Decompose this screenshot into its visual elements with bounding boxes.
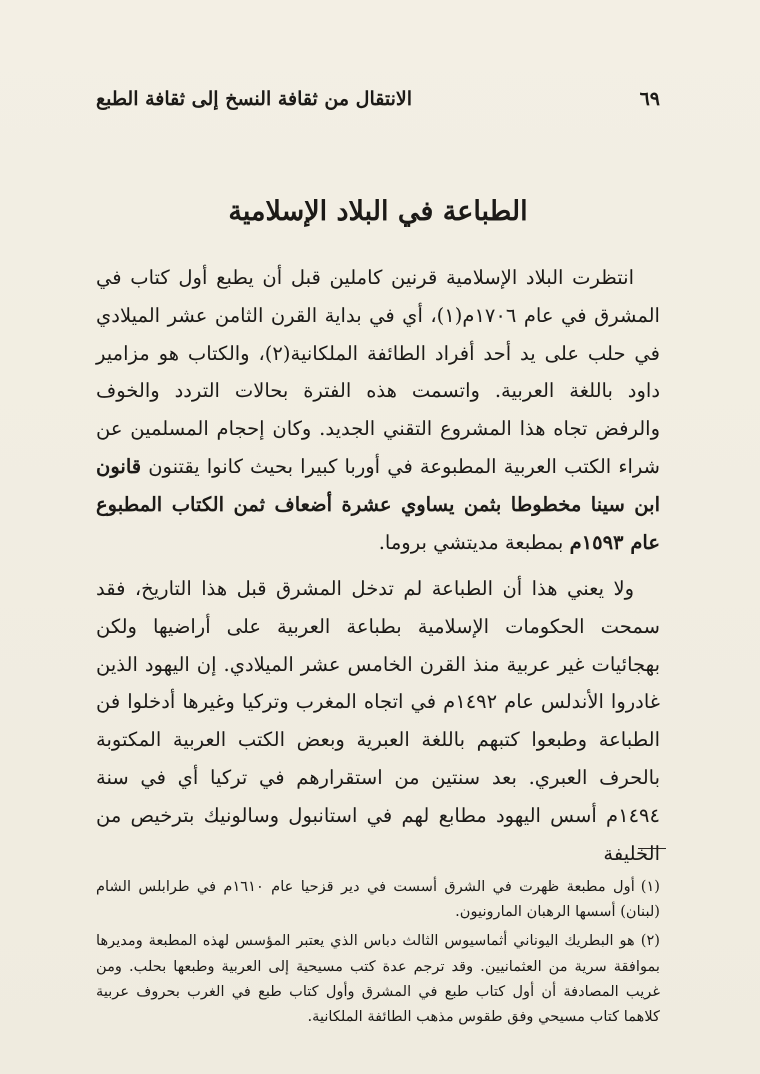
page-number: ٦٩ <box>639 88 660 110</box>
paragraph-1 <box>96 259 660 561</box>
footnote-2-text: هو البطريك اليوناني أثماسيوس الثالث دباس الذي يعتبر المؤسس لهذه المطبعة ومديرها بموافقة سرية من العثمانيين. وقد ترجم عدة كتب مسيحية إلى العربية وطبعها بحلب. ومن غريب المصادفة أن أول كتاب طبع في المشرق وأول كتاب طبع في الغرب بحروف عربية كلاهما كتاب مسيحي وفق طقوس مذهب الطائفة الملكانية. <box>96 932 660 1026</box>
paragraph-1-line-5: إحجام المسلمين عن شراء الكتب العربية المطبوعة في أوربا كبيرا بحيث كانوا يقتنون <box>96 417 660 478</box>
paragraph-2-line-6: سنة ١٤٩٤م أسس اليهود مطابع لهم في استانبول وسالونيك بترخيص من الخليفة <box>96 765 660 865</box>
paragraph-1-line-6: قانون ابن سينا مخطوطا بثمن يساوي عشرة أضعاف ثمن الكتاب المطبوع عام ١٥٩٣م <box>96 454 660 554</box>
paragraph-1-line-7: بمطبعة مديتشي بروما. <box>378 530 564 554</box>
paragraph-1-line-3: أحد أفراد الطائفة الملكانية(٢)، والكتاب هو مزامير داود باللغة العربية. واتسمت <box>96 341 660 403</box>
running-header <box>96 88 660 110</box>
section-title: الطباعة في البلاد الإسلامية <box>228 196 528 227</box>
footnote-1-text: أول مطبعة ظهرت في الشرق أسست في دير قزحيا عام ١٦١٠م في طرابلس الشام (لبنان) أسسها الرهبان المارونيون. <box>96 878 660 921</box>
footnote-1-marker: (١) <box>640 878 660 895</box>
paragraph-2-line-5: الكتب العربية المكتوبة بالحرف العبري. بعد سنتين من استقرارهم في تركيا أي في <box>96 728 661 789</box>
running-title: الانتقال من ثقافة النسخ إلى ثقافة الطبع <box>96 88 413 110</box>
paragraph-2-line-4: اتجاه المغرب وتركيا وغيرها أدخلوا فن الطباعة وطبعوا كتبهم باللغة العبرية وبعض <box>96 690 660 752</box>
footnote-2-marker: (٢) <box>640 932 660 950</box>
paragraph-2-line-2: الحكومات الإسلامية بطباعة العربية على أراضيها ولكن بهجائيات غير عربية منذ <box>96 614 661 676</box>
paragraph-1-line-4: هذه الفترة بحالات التردد والخوف والرفض تجاه هذا المشروع التقني الجديد. وكان <box>96 379 661 441</box>
footnotes <box>96 874 660 1033</box>
paragraph-2-line-3: القرن الخامس عشر الميلادي. إن اليهود الذين غادروا الأندلس عام ١٤٩٢م في <box>96 652 660 714</box>
footnote-divider <box>638 848 666 849</box>
footnote-2 <box>96 928 660 1029</box>
footnote-1 <box>96 874 660 924</box>
paragraph-2-line-1: ولا يعني هذا أن الطباعة لم تدخل المشرق قبل هذا التاريخ، فقد سمحت <box>96 577 661 638</box>
paragraph-2 <box>96 570 660 872</box>
paragraph-1-line-1: انتظرت البلاد الإسلامية قرنين كاملين قبل أن يطبع أول كتاب في المشرق <box>96 266 660 327</box>
paragraph-1-line-2: في عام ١٧٠٦م(١)، أي في بداية القرن الثامن عشر الميلادي في حلب على يد <box>96 303 660 365</box>
